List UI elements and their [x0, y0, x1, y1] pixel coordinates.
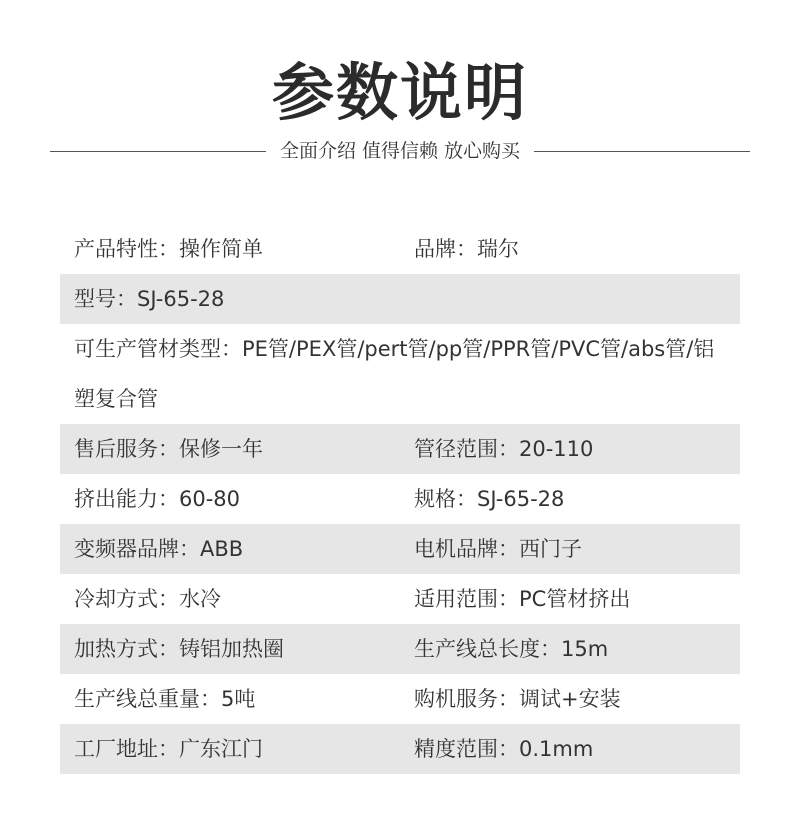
left-divider	[50, 151, 266, 152]
spec-row	[60, 574, 740, 624]
spec-pipe-types: 可生产管材类型：PE管/PEX管/pert管/pp管/PPR管/PVC管/abs管/铝塑复合管	[74, 337, 715, 411]
spec-cooling: 冷却方式：水冷	[74, 587, 221, 611]
spec-line-length: 生产线总长度：15m	[414, 637, 609, 661]
spec-row	[60, 624, 740, 674]
spec-diameter-range: 管径范围：20-110	[414, 437, 594, 461]
spec-factory-address: 工厂地址：广东江门	[74, 737, 263, 761]
spec-inverter-brand: 变频器品牌：ABB	[74, 537, 244, 561]
subtitle-row	[50, 137, 750, 165]
spec-motor-brand: 电机品牌：西门子	[414, 537, 582, 561]
spec-after-sales: 售后服务：保修一年	[74, 437, 263, 461]
page-subtitle: 全面介绍 值得信赖 放心购买	[279, 140, 521, 162]
spec-row	[60, 724, 740, 774]
spec-feature: 产品特性：操作简单	[74, 237, 263, 261]
spec-model: 型号：SJ-65-28	[74, 287, 225, 311]
spec-table	[60, 224, 740, 774]
spec-purchase-service: 购机服务：调试+安装	[414, 687, 621, 711]
spec-line-weight: 生产线总重量：5吨	[74, 687, 256, 711]
page-title: 参数说明	[271, 56, 528, 129]
spec-row	[60, 474, 740, 524]
spec-brand: 品牌：瑞尔	[414, 237, 519, 261]
spec-row	[60, 324, 740, 424]
spec-row	[60, 524, 740, 574]
spec-row	[60, 674, 740, 724]
spec-precision: 精度范围：0.1mm	[414, 737, 594, 761]
spec-capacity: 挤出能力：60-80	[74, 487, 241, 511]
spec-heating: 加热方式：铸铝加热圈	[74, 637, 284, 661]
spec-application: 适用范围：PC管材挤出	[414, 587, 631, 611]
right-divider	[534, 151, 750, 152]
spec-row	[60, 424, 740, 474]
spec-specification: 规格：SJ-65-28	[414, 487, 565, 511]
spec-row	[60, 224, 740, 274]
spec-row	[60, 274, 740, 324]
